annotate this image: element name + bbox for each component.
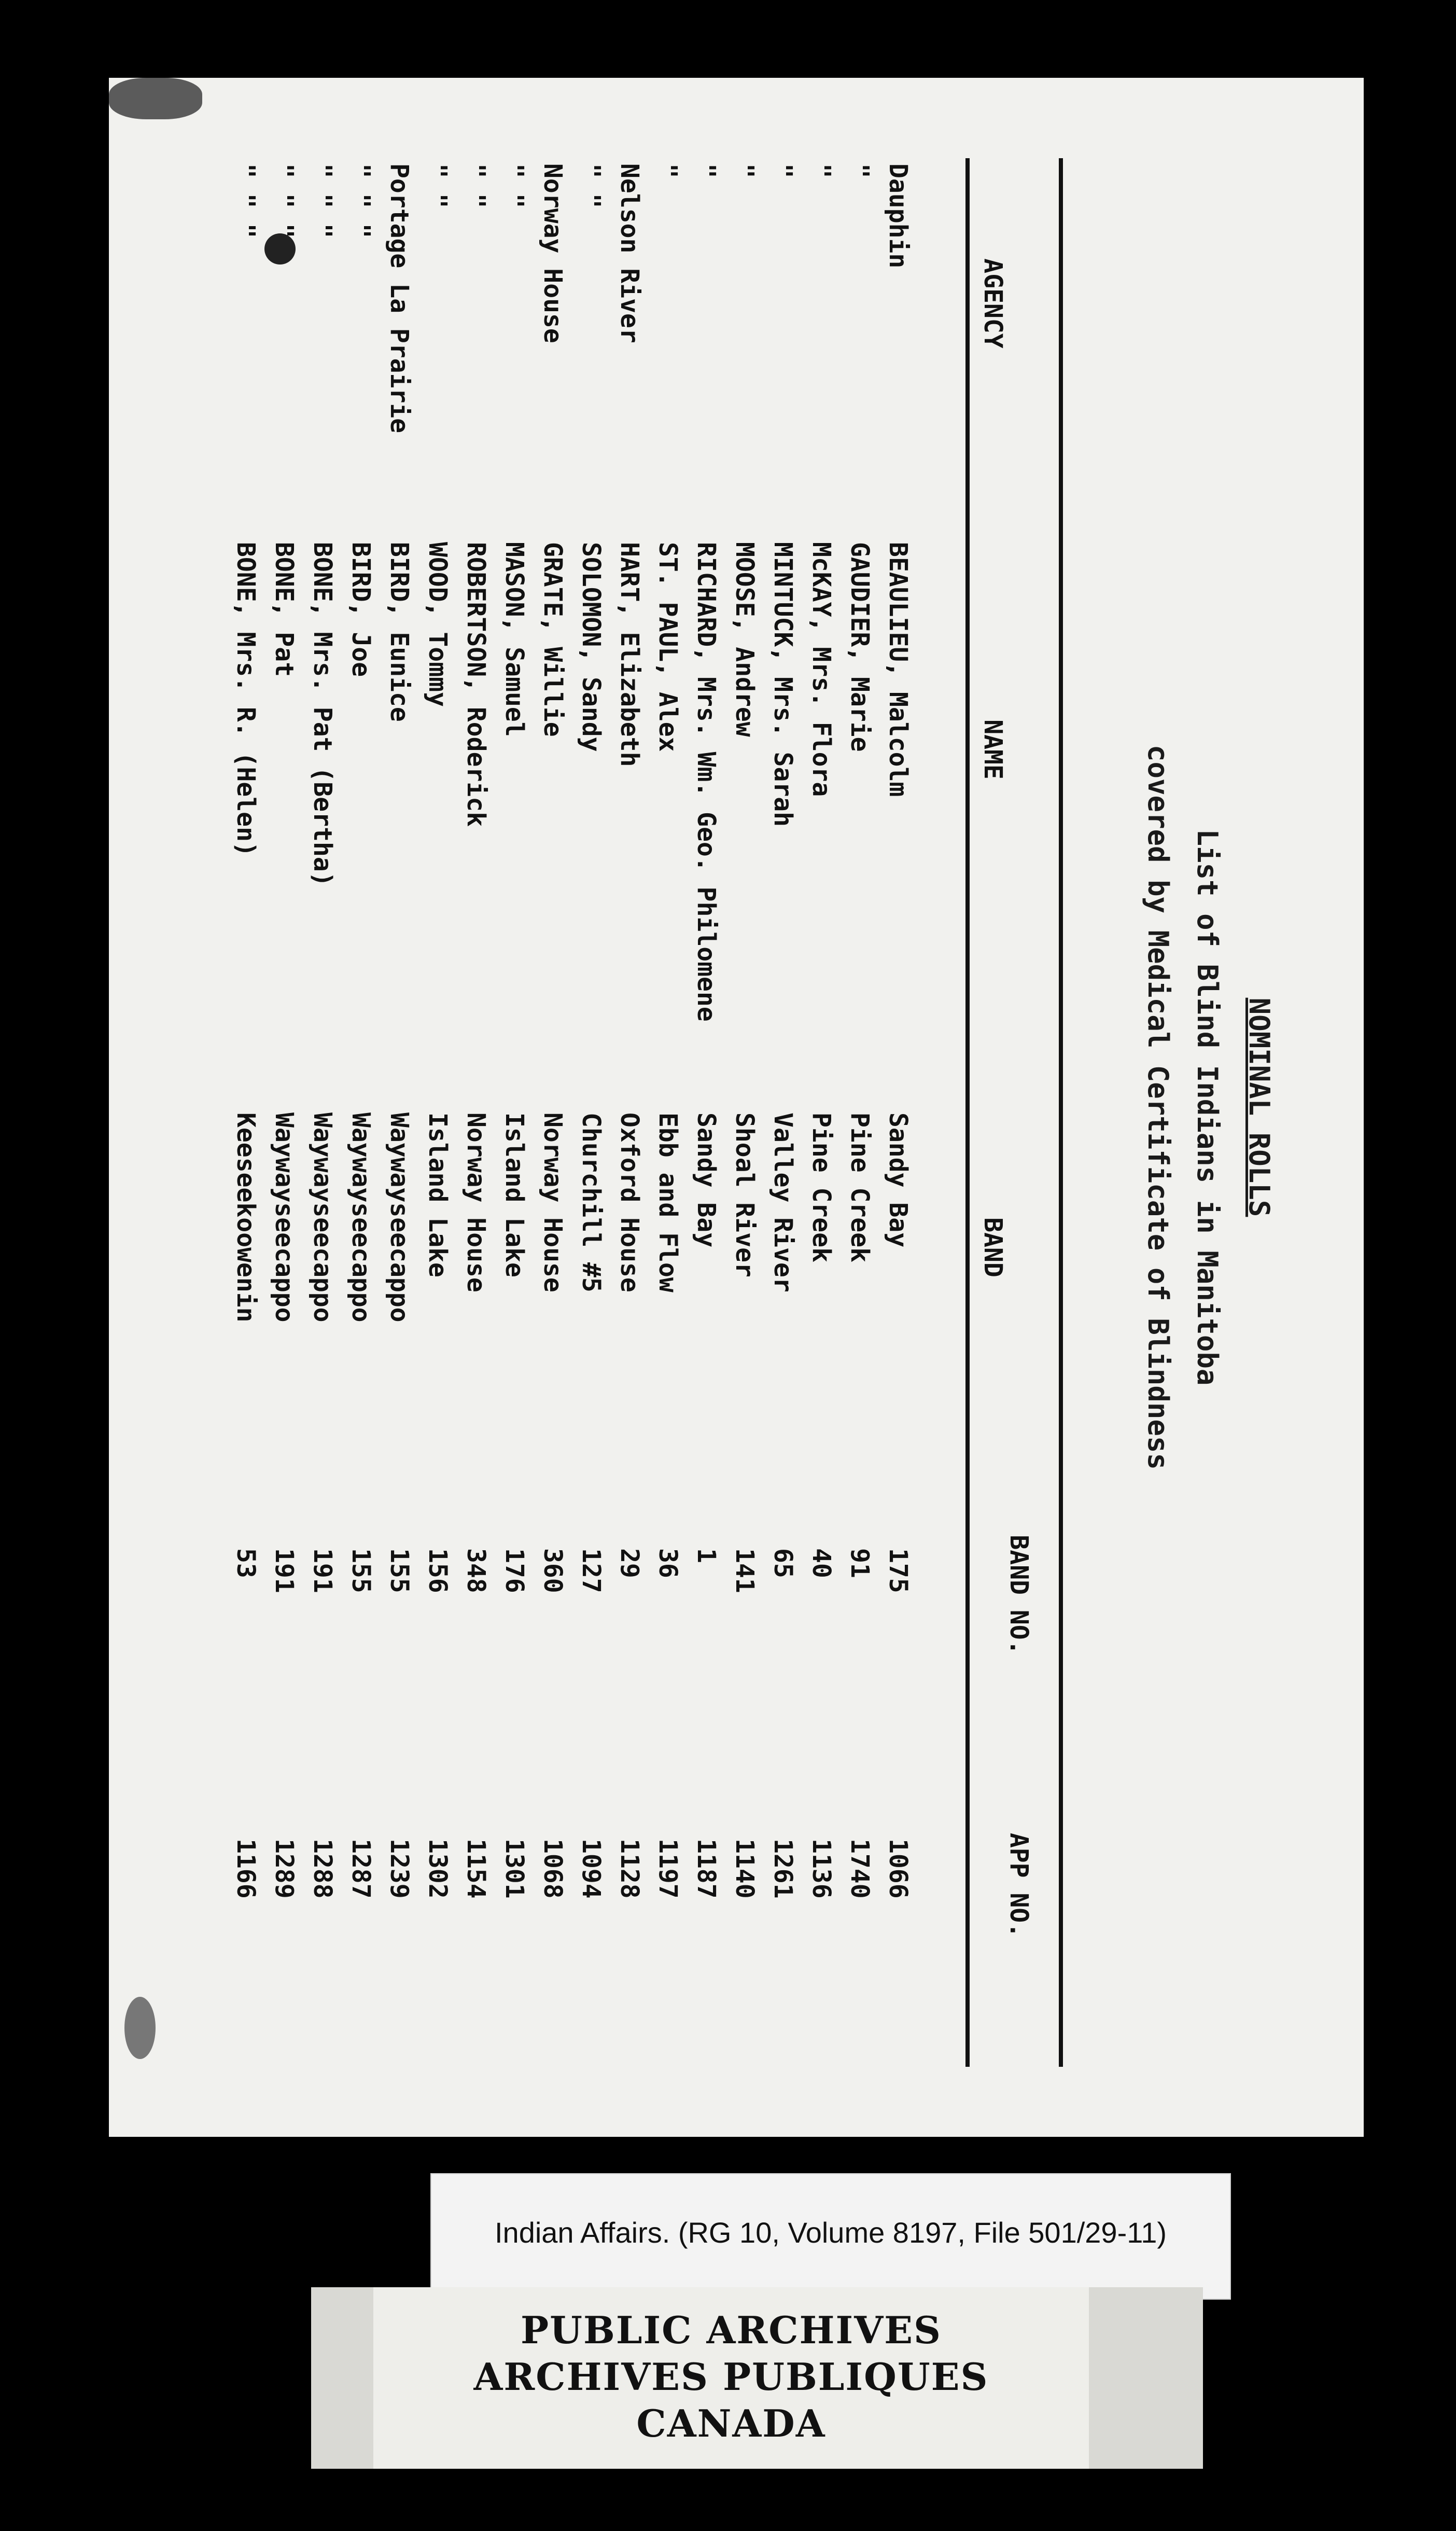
cell-band: Pine Creek bbox=[845, 1112, 874, 1262]
archive-reference-text: Indian Affairs. (RG 10, Volume 8197, File 501/29-11) bbox=[494, 2216, 1167, 2249]
cell-agency: " " bbox=[423, 163, 452, 208]
stamp-line-3: CANADA bbox=[636, 2401, 826, 2445]
cell-agency: " " bbox=[461, 163, 491, 208]
cell-band: Keeseekoowenin bbox=[231, 1112, 260, 1323]
cell-agency: Nelson River bbox=[615, 163, 644, 343]
cell-band: Norway House bbox=[461, 1112, 491, 1292]
cell-name: GAUDIER, Marie bbox=[845, 542, 874, 752]
cell-band-no: 155 bbox=[385, 1548, 414, 1593]
cell-name: GRATE, Willie bbox=[538, 542, 567, 737]
cell-name: BIRD, Eunice bbox=[385, 542, 414, 722]
column-band-no: BAND NO. bbox=[1004, 1535, 1033, 1655]
cell-band-no: 175 bbox=[884, 1548, 913, 1593]
cell-app-no: 1154 bbox=[461, 1839, 491, 1899]
cell-agency: Portage La Prairie bbox=[385, 163, 414, 434]
cell-band: Waywayseecappo bbox=[385, 1112, 414, 1323]
cell-band-no: 191 bbox=[270, 1548, 299, 1593]
cell-agency: " bbox=[768, 163, 797, 178]
column-band: BAND bbox=[978, 1217, 1007, 1277]
cell-name: RICHARD, Mrs. Wm. Geo. Philomene bbox=[692, 542, 721, 1022]
cell-agency: Norway House bbox=[538, 163, 567, 343]
cell-band: Waywayseecappo bbox=[270, 1112, 299, 1323]
cell-band-no: 156 bbox=[423, 1548, 452, 1593]
cell-name: HART, Elizabeth bbox=[615, 542, 644, 767]
cell-app-no: 1740 bbox=[845, 1839, 874, 1899]
cell-band: Waywayseecappo bbox=[308, 1112, 337, 1323]
cell-app-no: 1288 bbox=[308, 1839, 337, 1899]
cell-band: Island Lake bbox=[500, 1112, 529, 1277]
cell-app-no: 1261 bbox=[768, 1839, 797, 1899]
cell-band-no: 141 bbox=[730, 1548, 759, 1593]
archive-reference-label bbox=[430, 2173, 1231, 2300]
cell-agency: " bbox=[653, 163, 682, 178]
cell-name: BONE, Mrs. Pat (Bertha) bbox=[308, 542, 337, 887]
document-sheet bbox=[109, 78, 1364, 2137]
cell-band: Shoal River bbox=[730, 1112, 759, 1277]
cell-band-no: 127 bbox=[577, 1548, 606, 1593]
cell-band: Oxford House bbox=[615, 1112, 644, 1292]
cell-band-no: 155 bbox=[346, 1548, 375, 1593]
document-subtitle-2: covered by Medical Certificate of Blindness bbox=[1142, 745, 1174, 1470]
cell-band-no: 29 bbox=[615, 1548, 644, 1578]
cell-name: McKAY, Mrs. Flora bbox=[807, 542, 836, 797]
cell-name: MASON, Samuel bbox=[500, 542, 529, 737]
document-subtitle: List of Blind Indians in Manitoba bbox=[1191, 829, 1224, 1386]
cell-agency: " " " bbox=[346, 163, 375, 239]
cell-app-no: 1187 bbox=[692, 1839, 721, 1899]
cell-band-no: 36 bbox=[653, 1548, 682, 1578]
stamp-plate bbox=[373, 2287, 1089, 2469]
edge-smudge bbox=[124, 1997, 156, 2059]
column-name: NAME bbox=[978, 719, 1007, 780]
cell-app-no: 1066 bbox=[884, 1839, 913, 1899]
cell-band-no: 40 bbox=[807, 1548, 836, 1578]
cell-name: MOOSE, Andrew bbox=[730, 542, 759, 737]
cell-band-no: 53 bbox=[231, 1548, 260, 1578]
stamp-line-1: PUBLIC ARCHIVES bbox=[521, 2308, 942, 2352]
cell-band: Pine Creek bbox=[807, 1112, 836, 1262]
cell-band-no: 91 bbox=[845, 1548, 874, 1578]
cell-band: Waywayseecappo bbox=[346, 1112, 375, 1323]
cell-name: SOLOMON, Sandy bbox=[577, 542, 606, 752]
cell-band-no: 65 bbox=[768, 1548, 797, 1578]
cell-app-no: 1289 bbox=[270, 1839, 299, 1899]
header-rule-bottom bbox=[965, 158, 970, 2067]
cell-app-no: 1287 bbox=[346, 1839, 375, 1899]
cell-app-no: 1302 bbox=[423, 1839, 452, 1899]
cell-band: Sandy Bay bbox=[692, 1112, 721, 1248]
cell-band: Valley River bbox=[768, 1112, 797, 1292]
cell-agency: " " " bbox=[308, 163, 337, 239]
column-app-no: APP NO. bbox=[1004, 1832, 1033, 1938]
cell-band-no: 191 bbox=[308, 1548, 337, 1593]
document-title: NOMINAL ROLLS bbox=[1243, 997, 1276, 1217]
cell-name: BONE, Mrs. R. (Helen) bbox=[231, 542, 260, 857]
header-rule-top bbox=[1059, 158, 1063, 2067]
cell-agency: " bbox=[692, 163, 721, 178]
archives-stamp bbox=[311, 2287, 1203, 2469]
cell-name: MINTUCK, Mrs. Sarah bbox=[768, 542, 797, 827]
cell-name: ST. PAUL, Alex bbox=[653, 542, 682, 752]
cell-app-no: 1128 bbox=[615, 1839, 644, 1899]
cell-app-no: 1301 bbox=[500, 1839, 529, 1899]
cell-agency: " " " bbox=[270, 163, 299, 239]
cell-app-no: 1094 bbox=[577, 1839, 606, 1899]
cell-agency: " bbox=[730, 163, 759, 178]
cell-app-no: 1166 bbox=[231, 1839, 260, 1899]
cell-band-no: 360 bbox=[538, 1548, 567, 1593]
cell-app-no: 1239 bbox=[385, 1839, 414, 1899]
cell-band: Ebb and Flow bbox=[653, 1112, 682, 1292]
cell-agency: " " " bbox=[231, 163, 260, 239]
cell-name: BONE, Pat bbox=[270, 542, 299, 677]
cell-agency: " bbox=[807, 163, 836, 178]
cell-agency: " bbox=[845, 163, 874, 178]
cell-band-no: 176 bbox=[500, 1548, 529, 1593]
cell-band: Sandy Bay bbox=[884, 1112, 913, 1248]
cell-app-no: 1068 bbox=[538, 1839, 567, 1899]
cell-app-no: 1136 bbox=[807, 1839, 836, 1899]
cell-band: Churchill #5 bbox=[577, 1112, 606, 1292]
cell-band-no: 1 bbox=[692, 1548, 721, 1563]
cell-name: ROBERTSON, Roderick bbox=[461, 542, 491, 827]
cell-band: Island Lake bbox=[423, 1112, 452, 1277]
stamp-line-2: ARCHIVES PUBLIQUES bbox=[473, 2355, 989, 2399]
rotated-document bbox=[166, 96, 1307, 2119]
cell-band: Norway House bbox=[538, 1112, 567, 1292]
cell-app-no: 1140 bbox=[730, 1839, 759, 1899]
cell-agency: Dauphin bbox=[884, 163, 913, 269]
cell-name: BEAULIEU, Malcolm bbox=[884, 542, 913, 797]
cell-app-no: 1197 bbox=[653, 1839, 682, 1899]
cell-name: BIRD, Joe bbox=[346, 542, 375, 677]
cell-agency: " " bbox=[577, 163, 606, 208]
cell-agency: " " bbox=[500, 163, 529, 208]
cell-name: WOOD, Tommy bbox=[423, 542, 452, 707]
column-agency: AGENCY bbox=[978, 258, 1007, 349]
cell-band-no: 348 bbox=[461, 1548, 491, 1593]
